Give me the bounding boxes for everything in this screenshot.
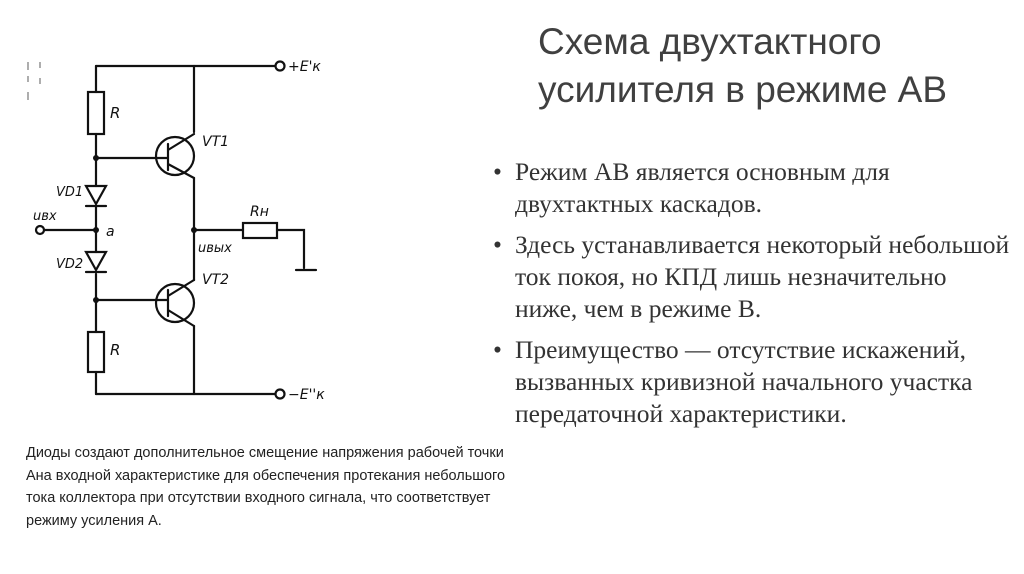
transistor-vt1-body <box>156 137 194 175</box>
caption-text: Диоды создают дополнительное смещение напряжения рабочей точки Ана входной характеристике для обеспечения протекания небольшого тока коллектора при отсутствии входного сигнала, что соответствует режиму усиления А. <box>26 445 506 529</box>
supply-neg-label: −E''к <box>288 387 325 403</box>
output-label: uвых <box>198 241 232 256</box>
diode-top-label: VD1 <box>56 185 84 200</box>
transistor-vt1-label: VT1 <box>202 134 230 150</box>
circuit-schematic <box>0 0 520 440</box>
supply-pos-terminal <box>276 62 285 71</box>
bullet-marker: • <box>493 157 502 186</box>
bullet-text: Преимущество — отсутствие искажений, вызванных кривизной начального участка передаточной характеристики. <box>515 335 973 428</box>
bullet-marker: • <box>493 230 502 259</box>
input-terminal <box>36 226 44 234</box>
resistor-top-body <box>88 92 104 134</box>
transistor-vt1-leads <box>96 134 194 178</box>
diode-top-symbol <box>86 186 106 206</box>
transistor-vt2-label: VT2 <box>202 272 230 288</box>
bullet-marker: • <box>493 335 502 364</box>
scan-artifact-marks <box>28 62 40 100</box>
transistor-vt2-body <box>156 284 194 322</box>
diode-bottom-label: VD2 <box>56 257 84 272</box>
node-a-label: a <box>106 224 115 240</box>
transistor-vt2-leads <box>96 280 194 326</box>
bullet-text: Режим АВ является основным для двухтактных каскадов. <box>515 157 890 218</box>
supply-neg-terminal <box>276 390 285 399</box>
bullet-item <box>493 229 1013 325</box>
diode-bottom-symbol <box>86 252 106 272</box>
junction-node <box>191 227 197 233</box>
junction-node <box>93 155 99 161</box>
slide-title: Схема двухтактного усилителя в режиме АВ <box>538 21 948 110</box>
supply-pos-label: +E'к <box>288 59 321 75</box>
resistor-top-label: R <box>110 104 121 122</box>
junction-node <box>93 297 99 303</box>
input-label: uвх <box>33 209 57 224</box>
bullet-text: Здесь устанавливается некоторый небольшой ток покоя, но КПД лишь незначительно ниже, чем в режиме В. <box>515 230 1010 323</box>
bullet-list <box>493 156 1013 439</box>
bullet-item <box>493 334 1013 430</box>
resistor-bottom-body <box>88 332 104 372</box>
junction-node <box>93 227 99 233</box>
load-label: Rн <box>250 204 269 220</box>
bullet-item <box>493 156 1013 220</box>
resistor-bottom-label: R <box>110 341 121 359</box>
load-resistor-body <box>243 223 277 238</box>
